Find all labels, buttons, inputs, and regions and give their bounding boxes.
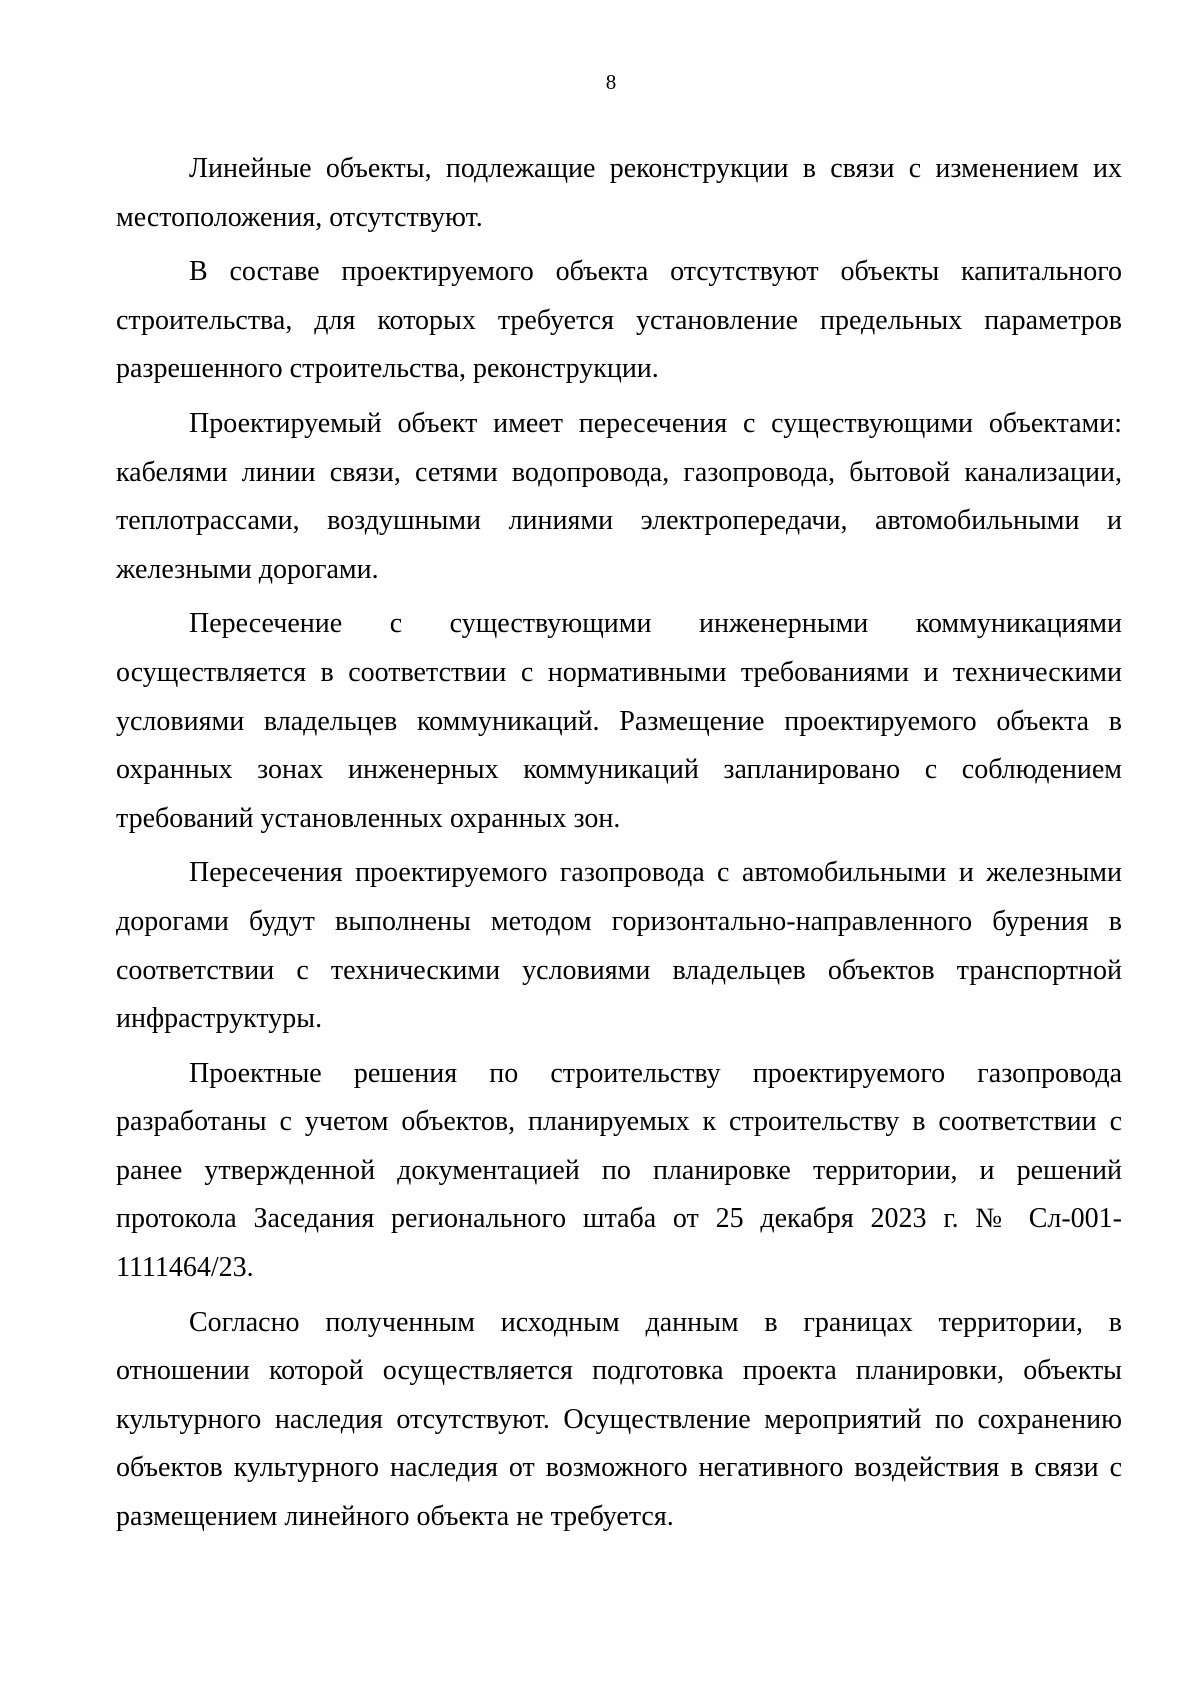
paragraph-linear-objects: Линейные объекты, подлежащие реконструкции в связи с изменением их местоположения, отсутствуют.: [116, 153, 1122, 233]
document-body: [116, 145, 1122, 1548]
paragraph-roads-crossing: Пересечения проектируемого газопровода с автомобильными и железными дорогами будут выполнены методом горизонтально-направленного бурения в соответствии с техническими условиями владельцев объектов транспортной инфраструктуры.: [116, 857, 1122, 1035]
paragraph-capital-construction: В составе проектируемого объекта отсутствуют объекты капитального строительства, для которых требуется установление предельных параметров разрешенного строительства, реконструкции.: [116, 256, 1122, 385]
page-number: 8: [605, 70, 617, 94]
paragraph-design-decisions: Проектные решения по строительству проектируемого газопровода разработаны с учетом объектов, планируемых к строительству в соответствии с ранее утвержденной документацией по планировке территории, и решений протокола Заседания регионального штаба от 25 декабря 2023 г. № Сл-001-1111464/23.: [116, 1057, 1122, 1284]
paragraph-cultural-heritage: Согласно полученным исходным данным в границах территории, в отношении которой осуществляется подготовка проекта планировки, объекты культурного наследия отсутствуют. Осуществление мероприятий по сохранению объектов культурного наследия от возможного негативного воздействия в связи с размещением линейного объекта не требуется.: [116, 1306, 1122, 1533]
paragraph-intersections: Проектируемый объект имеет пересечения с существующими объектами: кабелями линии связи, сетями водопровода, газопровода, бытовой канализации, теплотрассами, воздушными линиями электропередачи, автомобильными и железными дорогами.: [116, 407, 1122, 585]
paragraph-engineering-communications: Пересечение с существующими инженерными коммуникациями осуществляется в соответствии с нормативными требованиями и техническими условиями владельцев коммуникаций. Размещение проектируемого объекта в охранных зонах инженерных коммуникаций запланировано с соблюдением требований установленных охранных зон.: [116, 608, 1122, 834]
